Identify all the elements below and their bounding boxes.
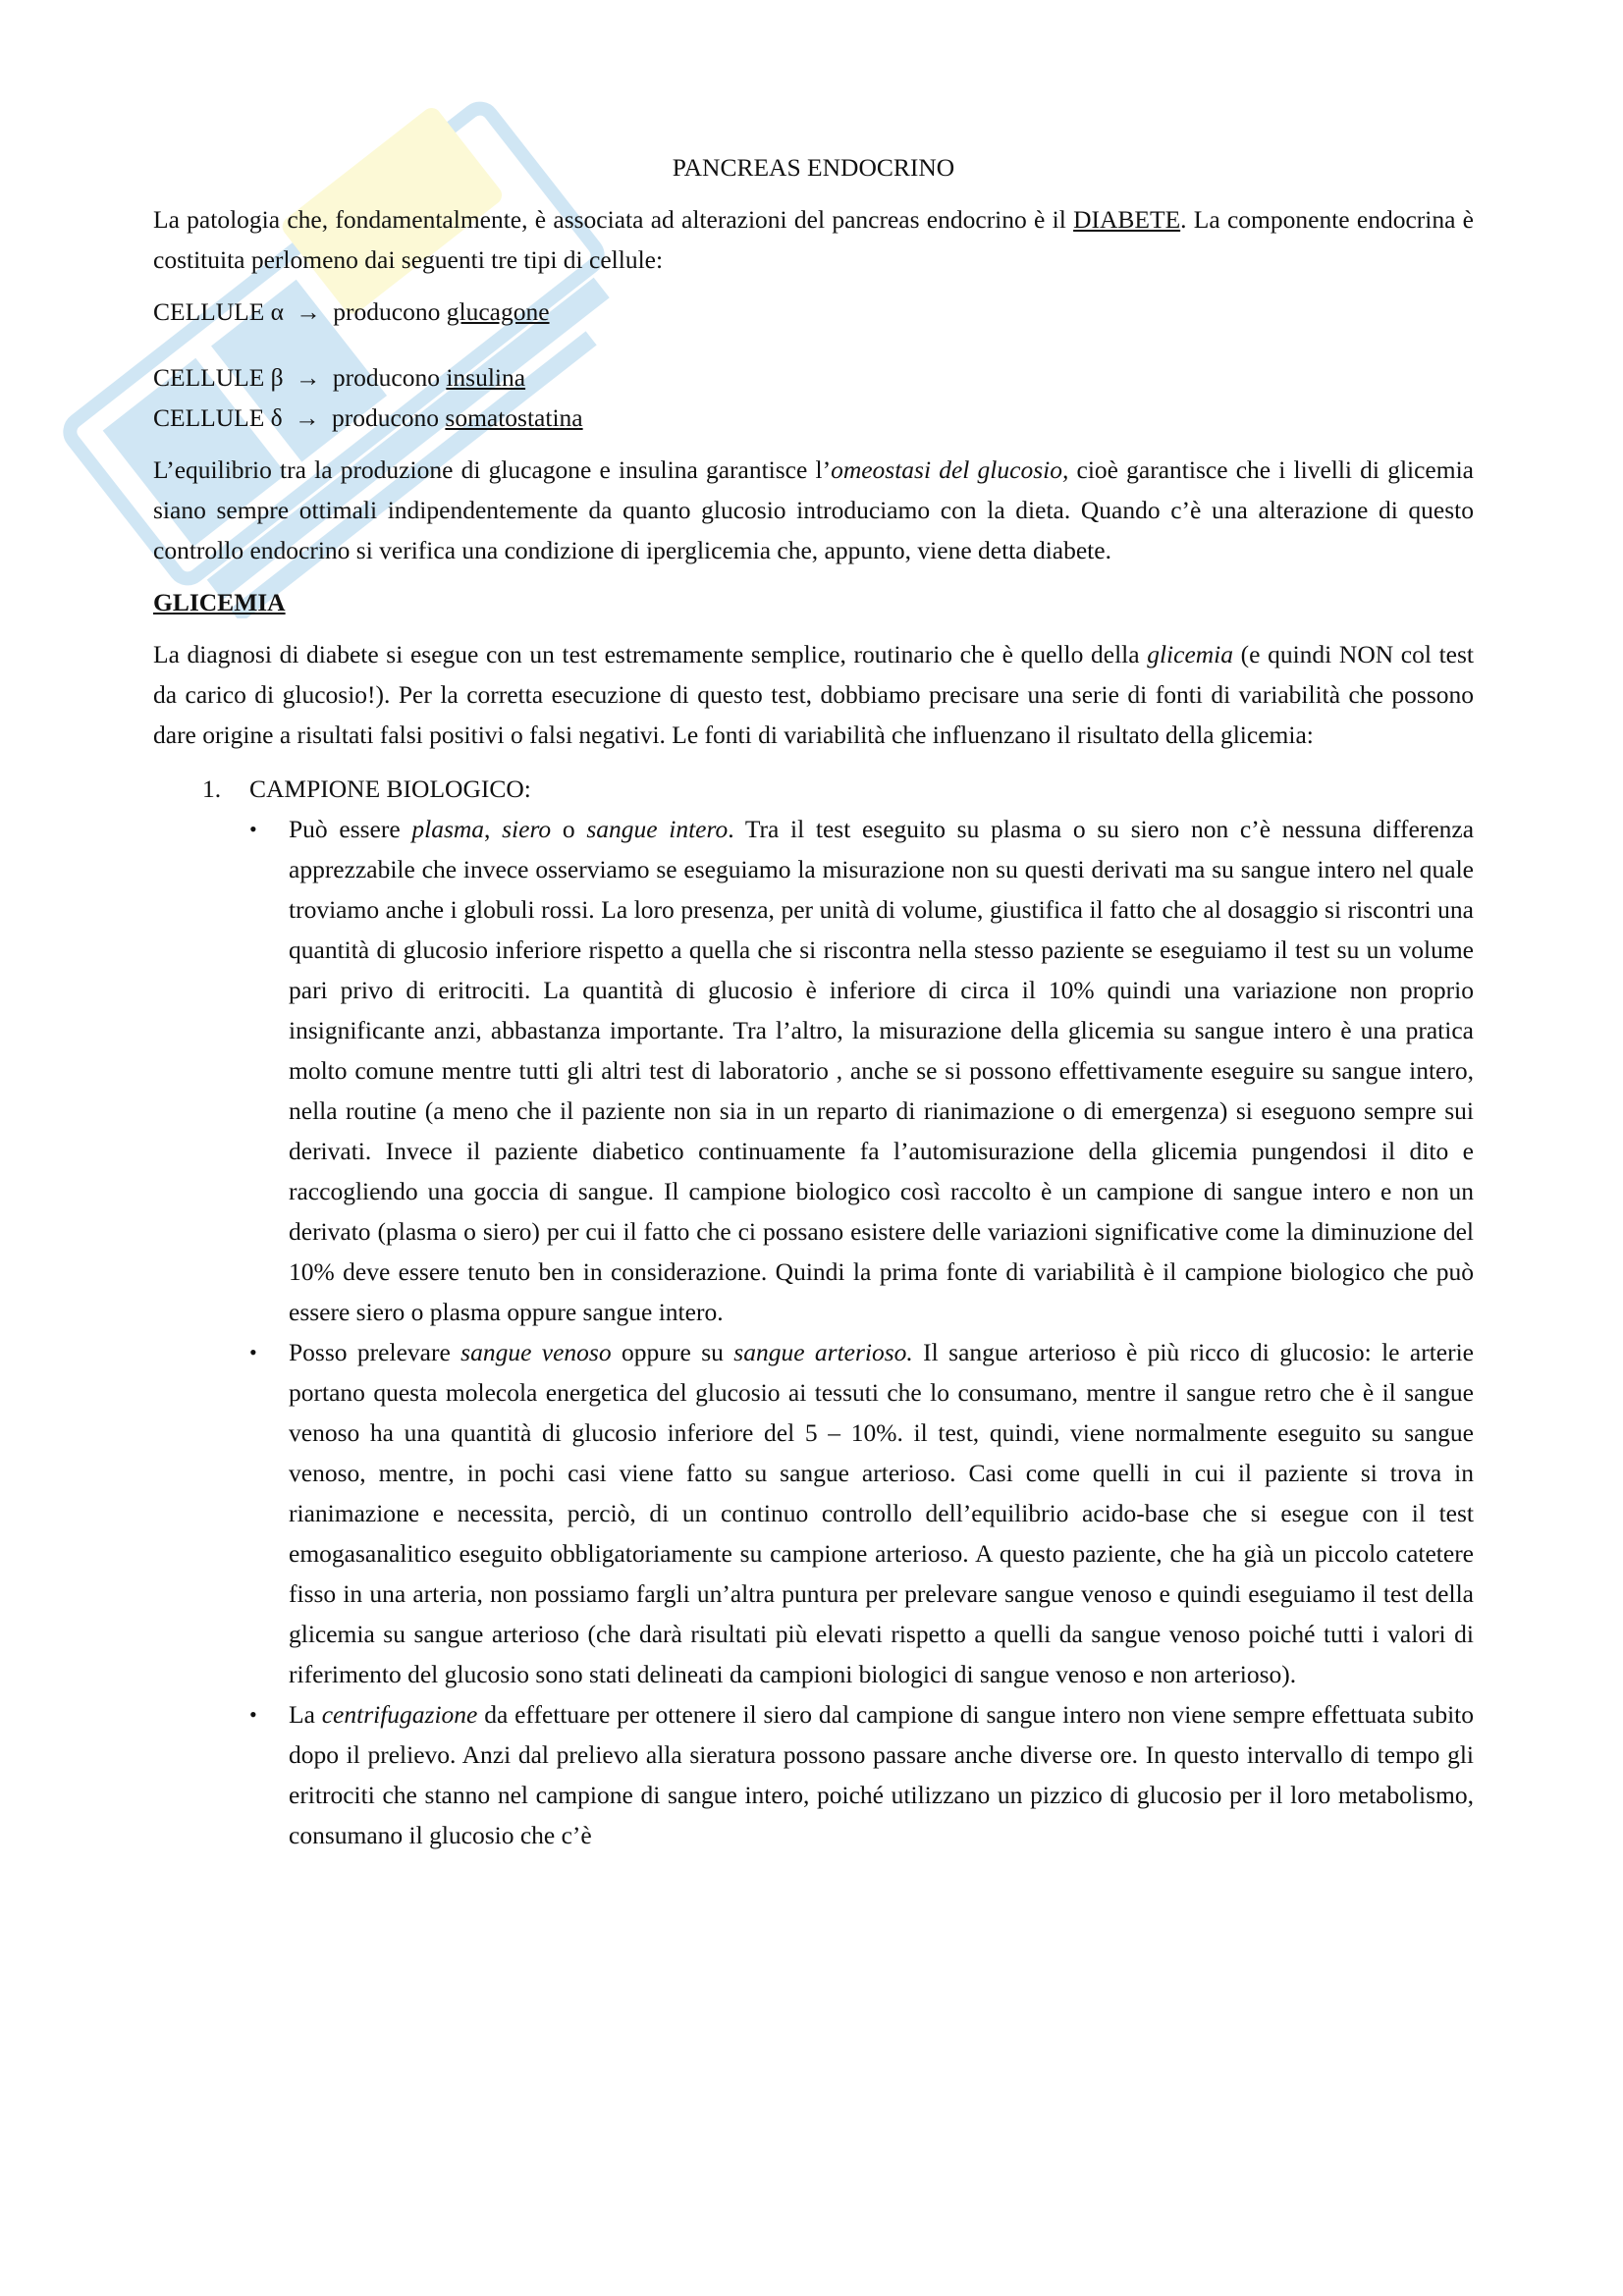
list-item-label: CAMPIONE BIOLOGICO: — [249, 774, 531, 803]
bullet-text: Posso prelevare — [289, 1338, 461, 1366]
bullet-term: sangue venoso — [460, 1338, 612, 1366]
diagnosis-paragraph — [153, 634, 1474, 755]
arrow-icon: → — [295, 403, 320, 432]
equilibrium-text-after: cioè garantisce che i livelli di glicemia siano sempre ottimali indipendentemente da quanto glucosio introduciamo con la dieta. Quando c’è una alterazione di questo controllo endocrino si verifica una condizione di iperglicemia che, appunto, viene detta diabete. — [153, 455, 1474, 564]
diabete-term: DIABETE — [1073, 205, 1181, 234]
numbered-list-item — [202, 769, 1474, 809]
equilibrium-text-before: L’equilibrio tra la produzione di glucagone e insulina garantisce l’ — [153, 455, 832, 484]
bullet-icon: • — [249, 817, 257, 841]
bullet-icon: • — [249, 1340, 257, 1364]
cell-beta-hormone: insulina — [446, 363, 526, 392]
intro-paragraph — [153, 199, 1474, 280]
intro-text-after: . La componente endocrina è costituita perlomeno dai seguenti tre tipi di cellule: — [153, 205, 1475, 274]
page-title: PANCREAS ENDOCRINO — [672, 153, 955, 182]
cell-beta-label: CELLULE β — [153, 363, 284, 392]
cell-delta-label: CELLULE δ — [153, 403, 283, 432]
cell-alpha-label: CELLULE α — [153, 297, 285, 326]
equilibrium-paragraph — [153, 450, 1474, 570]
diagnosis-term: glicemia — [1147, 640, 1234, 668]
arrow-icon: → — [296, 297, 321, 326]
bullet-term: sangue arterioso. — [733, 1338, 913, 1366]
cell-alpha-hormone: glucagone — [446, 297, 550, 326]
bullet-text: Il sangue arterioso è più ricco di glucosio: le arterie portano questa molecola energetica del glucosio ai tessuti che lo consumano, mentre il sangue retro che è il sangue venoso ha una quantità di glucosio inferiore del 5 – 10%. il test, quindi, viene normalmente eseguito su sangue venoso, mentre, in pochi casi viene fatto su sangue arterioso. Casi come quelli in cui il paziente si trova in rianimazione e necessita, perciò, di un continuo controllo dell’equilibrio acido-base che si esegue con il test emogasanalitico eseguito obbligatoriamente su campione arterioso. A questo paziente, che ha già un piccolo catetere fisso in una arteria, non possiamo fargli un’altra puntura per prelevare sangue venoso e quindi eseguiamo il test della glicemia su sangue arterioso (che darà risultati più elevati rispetto a quelli da sangue venoso poiché tutti i valori di riferimento del glucosio sono stati delineati da campioni biologici di sangue venoso e non arterioso). — [289, 1338, 1474, 1688]
cell-beta-verb: producono — [332, 363, 440, 392]
list-item-number: 1. — [202, 774, 222, 803]
bullet-icon: • — [249, 1702, 257, 1727]
bullet-term: centrifugazione — [321, 1700, 478, 1729]
cell-beta — [153, 357, 1474, 398]
bullet-text: Può essere — [289, 815, 412, 843]
bullet-item-campione — [249, 809, 1475, 1332]
cell-delta — [153, 398, 1474, 438]
bullet-list — [153, 809, 1474, 1855]
equilibrium-term: omeostasi del glucosio, — [831, 455, 1069, 484]
bullet-term: sangue intero — [586, 815, 729, 843]
bullet-term: plasma — [411, 815, 485, 843]
bullet-text: o — [551, 815, 587, 843]
section-heading-glicemia: GLICEMIA — [153, 588, 286, 616]
diagnosis-text-before: La diagnosi di diabete si esegue con un test estremamente semplice, routinario che è quello della — [153, 640, 1148, 668]
cell-delta-verb: producono — [331, 403, 440, 432]
bullet-term: siero — [502, 815, 552, 843]
bullet-text: , — [484, 815, 503, 843]
bullet-item-sangue — [249, 1332, 1474, 1694]
arrow-icon: → — [296, 363, 321, 392]
cell-alpha-verb: producono — [333, 297, 441, 326]
intro-text-before: La patologia che, fondamentalmente, è associata ad alterazioni del pancreas endocrino è il — [153, 205, 1074, 234]
bullet-text: . Tra il test eseguito su plasma o su siero non c’è nessuna differenza apprezzabile che invece osserviamo se eseguiamo la misurazione non su questi derivati ma su sangue intero nel quale troviamo anche i globuli rossi. La loro presenza, per unità di volume, giustifica il fatto che al dosaggio si riscontri una quantità di glucosio inferiore rispetto a quella che si riscontra nella stesso paziente se eseguiamo il test su un volume pari privo di eritrociti. La quantità di glucosio è inferiore di circa il 10% quindi una variazione non proprio insignificante anzi, abbastanza importante. Tra l’altro, la misurazione della glicemia su sangue intero è una pratica molto comune mentre tutti gli altri test di laboratorio , anche se si possono effettivamente eseguire su sangue intero, nella routine (a meno che il paziente non sia in un reparto di rianimazione o di emergenza) si eseguono sempre sui derivati. Invece il paziente diabetico continuamente fa l’automisurazione della glicemia pungendosi il dito e raccogliendo una goccia di sangue. Il campione biologico così raccolto è un campione di sangue intero e non un derivato (plasma o siero) per cui il fatto che ci possano esistere delle variazioni significative come la diminuzione del 10% deve essere tenuto ben in considerazione. Quindi la prima fonte di variabilità è il campione biologico che può essere siero o plasma oppure sangue intero. — [289, 815, 1475, 1326]
bullet-text: da effettuare per ottenere il siero dal campione di sangue intero non viene sempre effettuata subito dopo il prelievo. Anzi dal prelievo alla sieratura possono passare anche diverse ore. In questo intervallo di tempo gli eritrociti che stanno nel campione di sangue intero, poiché utilizzano un pizzico di glucosio per il loro metabolismo, consumano il glucosio che c’è — [289, 1700, 1474, 1849]
cell-alpha — [153, 292, 1474, 332]
bullet-item-centrifugazione — [249, 1694, 1474, 1855]
diagnosis-text-after: (e quindi NON col test da carico di glucosio!). Per la corretta esecuzione di questo test, dobbiamo precisare una serie di fonti di variabilità che possono dare origine a risultati falsi positivi o falsi negativi. Le fonti di variabilità che influenzano il risultato della glicemia: — [153, 640, 1474, 749]
document-content — [153, 147, 1474, 1855]
bullet-text: La — [289, 1700, 322, 1729]
bullet-text: oppure su — [611, 1338, 734, 1366]
cell-delta-hormone: somatostatina — [445, 403, 583, 432]
cell-types — [153, 292, 1474, 438]
